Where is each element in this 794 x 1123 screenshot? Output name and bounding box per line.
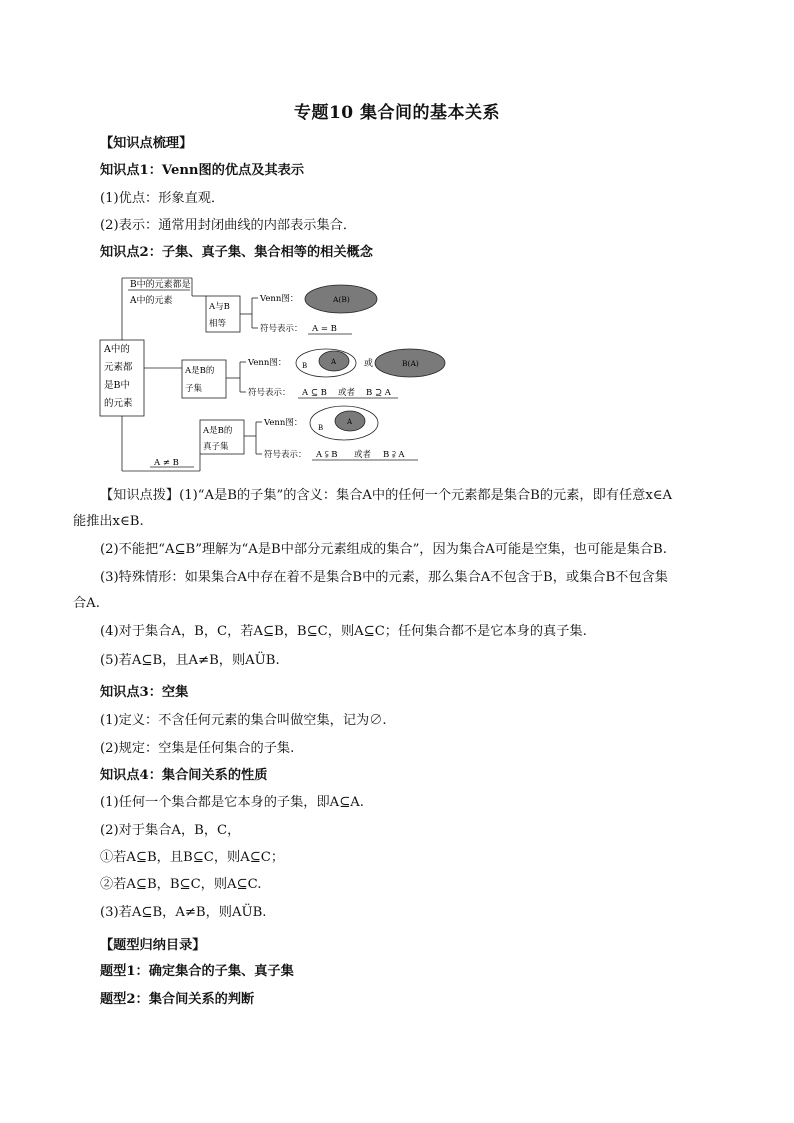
proper-venn-inner-label: A	[347, 418, 353, 426]
concept-diagram	[90, 270, 470, 480]
kp4-item-4: ②若A⊆B，B⊆C，则A⊆C.	[100, 877, 262, 892]
kp4-heading: 知识点4：集合间关系的性质	[100, 768, 268, 783]
proper-symbol-2: B ⫌ A	[383, 450, 405, 460]
subset-box-line-2: 子集	[185, 384, 203, 394]
equal-box-line-2: 相等	[209, 319, 227, 329]
tips-line-5: (5)若A⊆B，且A≠B，则AÜB.	[100, 653, 280, 668]
top-label-line-2: A中的元素	[130, 296, 173, 306]
subset-venn-outer-label: B	[302, 362, 308, 370]
type-1: 题型1：确定集合的子集、真子集	[100, 964, 294, 979]
subset-box-line-1: A是B的	[185, 366, 215, 376]
tips-line-2: (2)不能把“A⊆B”理解为“A是B中部分元素组成的集合”，因为集合A可能是空集，也可能是集合B.	[100, 542, 667, 557]
tips-line-1: 【知识点拨】(1)“A是B的子集”的含义：集合A中的任何一个元素都是集合B的元素，即有任意x∈A	[100, 488, 673, 503]
left-box-line-2: 元素都	[104, 362, 133, 373]
equal-box-line-1: A与B	[209, 302, 230, 312]
equal-symbol-label: 符号表示：	[260, 324, 303, 334]
kp3-heading: 知识点3：空集	[100, 685, 189, 700]
proper-or-text: 或者	[354, 450, 372, 460]
left-box-line-1: A中的	[104, 344, 130, 355]
left-box-line-3: 是B中	[104, 380, 130, 391]
subset-venn2-text: B(A)	[402, 359, 419, 368]
subset-symbol-1: A ⊆ B	[302, 388, 327, 398]
subset-venn-label: Venn图：	[248, 358, 287, 368]
kp4-item-3: ①若A⊆B，且B⊆C，则A⊆C；	[100, 850, 285, 865]
kp1-item-2: (2)表示：通常用封闭曲线的内部表示集合．	[100, 218, 357, 233]
proper-venn-outer-label: B	[318, 424, 324, 432]
concept-diagram-svg	[90, 270, 470, 480]
tips-line-4: (4)对于集合A，B，C，若A⊆B，B⊆C，则A⊆C；任何集合都不是它本身的真子集.	[100, 624, 587, 639]
kp3-item-1: (1)定义：不含任何元素的集合叫做空集，记为∅.	[100, 713, 387, 728]
page-title: 专题10 集合间的基本关系	[293, 103, 501, 123]
tips-line-3: (3)特殊情形：如果集合A中存在着不是集合B中的元素，那么集合A不包含于B，或集合B不包含集	[100, 570, 668, 585]
equal-symbol: A = B	[312, 324, 337, 334]
top-label-line-1: B中的元素都是	[130, 280, 191, 290]
kp2-heading: 知识点2：子集、真子集、集合相等的相关概念	[100, 245, 373, 260]
kp4-item-2: (2)对于集合A，B，C，	[100, 823, 241, 838]
tips-line-1b: 能推出x∈B.	[73, 514, 144, 529]
subset-venn-inner-label: A	[331, 358, 337, 366]
subset-symbol-label: 符号表示：	[248, 388, 291, 398]
proper-venn-label: Venn图：	[264, 418, 303, 428]
proper-symbol-label: 符号表示：	[264, 450, 307, 460]
subset-symbol-2: B ⊇ A	[366, 388, 391, 398]
knowledge-heading: 【知识点梳理】	[100, 136, 193, 151]
subset-or-text: 或者	[338, 388, 356, 398]
kp1-heading: 知识点1：Venn图的优点及其表示	[100, 163, 305, 178]
tips-line-3b: 合A.	[73, 596, 100, 611]
kp4-item-1: (1)任何一个集合都是它本身的子集，即A⊆A.	[100, 795, 364, 810]
equal-venn-label: Venn图：	[260, 294, 299, 304]
subset-or: 或	[364, 359, 374, 369]
kp3-item-2: (2)规定：空集是任何集合的子集.	[100, 741, 295, 756]
types-heading: 【题型归纳目录】	[100, 938, 206, 953]
proper-symbol-1: A ⫋ B	[316, 450, 338, 460]
type-2: 题型2：集合间关系的判断	[100, 992, 255, 1007]
equal-venn-text: A(B)	[333, 295, 350, 304]
left-box-line-4: 的元素	[104, 398, 133, 409]
neq-label: A ≠ B	[154, 458, 179, 468]
kp4-item-5: (3)若A⊆B，A≠B，则AÜB.	[100, 905, 267, 920]
kp1-item-1: (1)优点：形象直观．	[100, 191, 225, 206]
proper-box-line-2: 真子集	[203, 442, 229, 452]
proper-box-line-1: A是B的	[203, 426, 233, 436]
